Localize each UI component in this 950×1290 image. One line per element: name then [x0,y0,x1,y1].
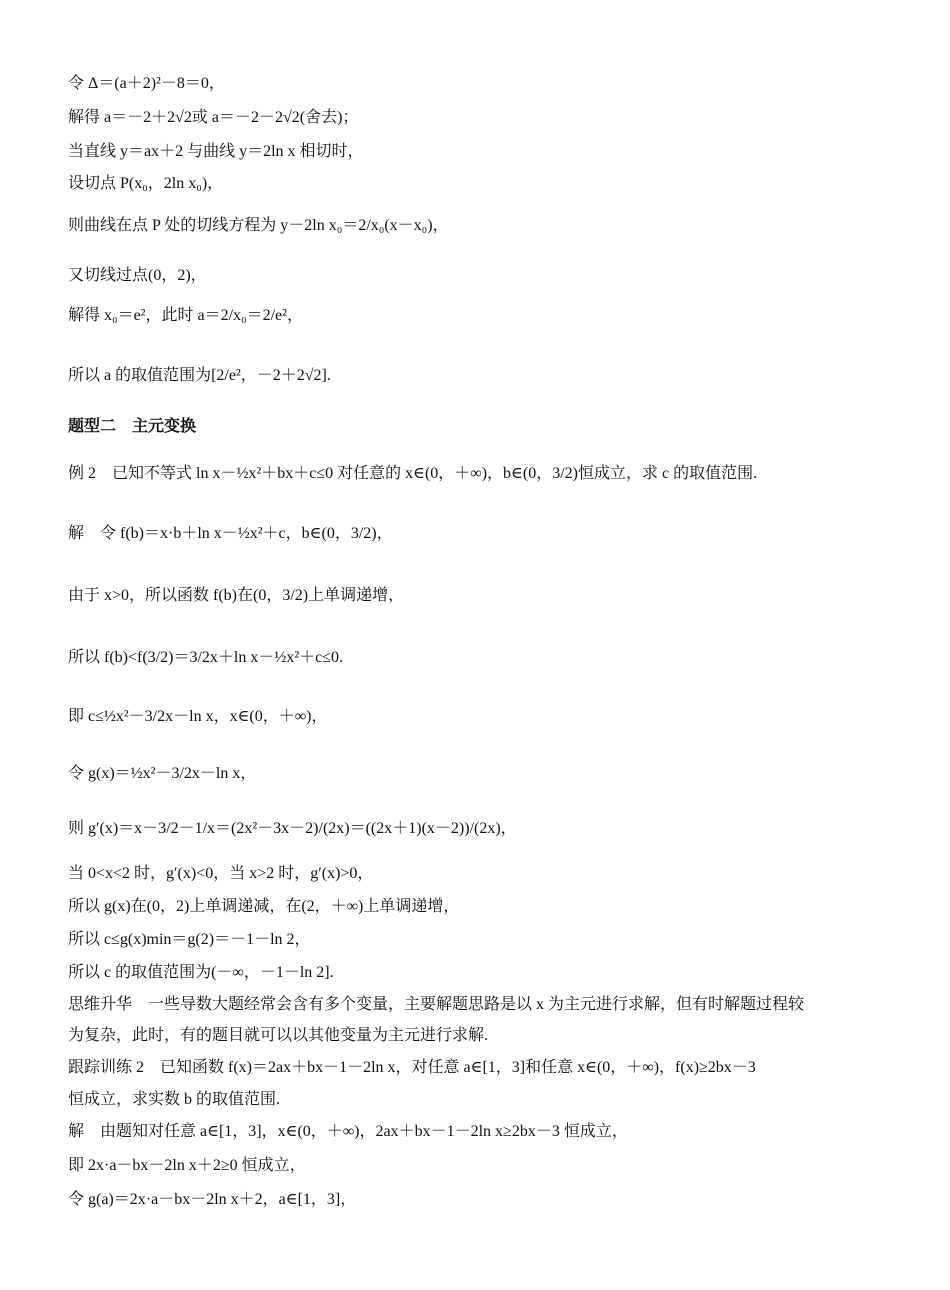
text-line: 当 0<x<2 时，g′(x)<0，当 x>2 时，g′(x)>0， [68,865,374,882]
summary-line: 为复杂，此时，有的题目就可以以其他变量为主元进行求解. [68,1027,489,1044]
text-line: 所以 a 的取值范围为[2/e²，－2＋2√2]. [68,367,331,384]
text-line: 所以 g(x)在(0，2)上单调递减，在(2，＋∞)上单调递增， [68,898,460,915]
text-line: 令 g(x)＝½x²－3/2x－ln x， [68,765,257,782]
text-line: 解得 a＝－2＋2√2或 a＝－2－2√2(舍去)； [68,109,359,126]
exercise-line: 跟踪训练 2 已知函数 f(x)＝2ax＋bx－1－2ln x，对任意 a∈[1，3]和任意 x∈(0，＋∞)，f(x)≥2bx－3 [68,1059,756,1076]
text-line: 又切线过点(0，2)， [68,267,207,284]
text-line: 则 g′(x)＝x－3/2－1/x＝(2x²－3x－2)/(2x)＝((2x＋1)(x－2))/(2x)， [68,820,517,837]
text-line: 由于 x>0，所以函数 f(b)在(0，3/2)上单调递增， [68,587,405,604]
solution-line: 解 令 f(b)＝x·b＋ln x－½x²＋c，b∈(0，3/2)， [68,525,393,542]
text-line: 解得 x₀＝e²，此时 a＝2/x₀＝2/e²， [68,307,303,324]
solution-line: 解 由题知对任意 a∈[1，3]，x∈(0，＋∞)，2ax＋bx－1－2ln x≥2bx－3 恒成立， [68,1123,628,1140]
exercise-line: 恒成立，求实数 b 的取值范围. [68,1091,281,1108]
example-line: 例 2 已知不等式 ln x－½x²＋bx＋c≤0 对任意的 x∈(0，＋∞)，b∈(0，3/2)恒成立，求 c 的取值范围. [68,465,758,482]
text-line: 设切点 P(x₀，2ln x₀)， [68,175,224,192]
text-line: 则曲线在点 P 处的切线方程为 y－2ln x₀＝2/x₀(x－x₀)， [68,217,449,234]
text-line: 当直线 y＝ax＋2 与曲线 y＝2ln x 相切时， [68,143,364,160]
section-heading: 题型二 主元变换 [68,416,197,435]
text-line: 令 Δ＝(a＋2)²－8＝0， [68,75,225,92]
text-line: 所以 c≤g(x)min＝g(2)＝－1－ln 2， [68,931,311,948]
summary-line: 思维升华 一些导数大题经常会含有多个变量，主要解题思路是以 x 为主元进行求解，但有时解题过程较 [68,996,805,1013]
text-line: 所以 c 的取值范围为(－∞，－1－ln 2]. [68,964,334,981]
text-line: 令 g(a)＝2x·a－bx－2ln x＋2，a∈[1，3]， [68,1191,357,1208]
text-line: 所以 f(b)<f(3/2)＝3/2x＋ln x－½x²＋c≤0. [68,649,344,666]
text-line: 即 2x·a－bx－2ln x＋2≥0 恒成立， [68,1157,306,1174]
text-line: 即 c≤½x²－3/2x－ln x，x∈(0，＋∞)， [68,708,328,725]
